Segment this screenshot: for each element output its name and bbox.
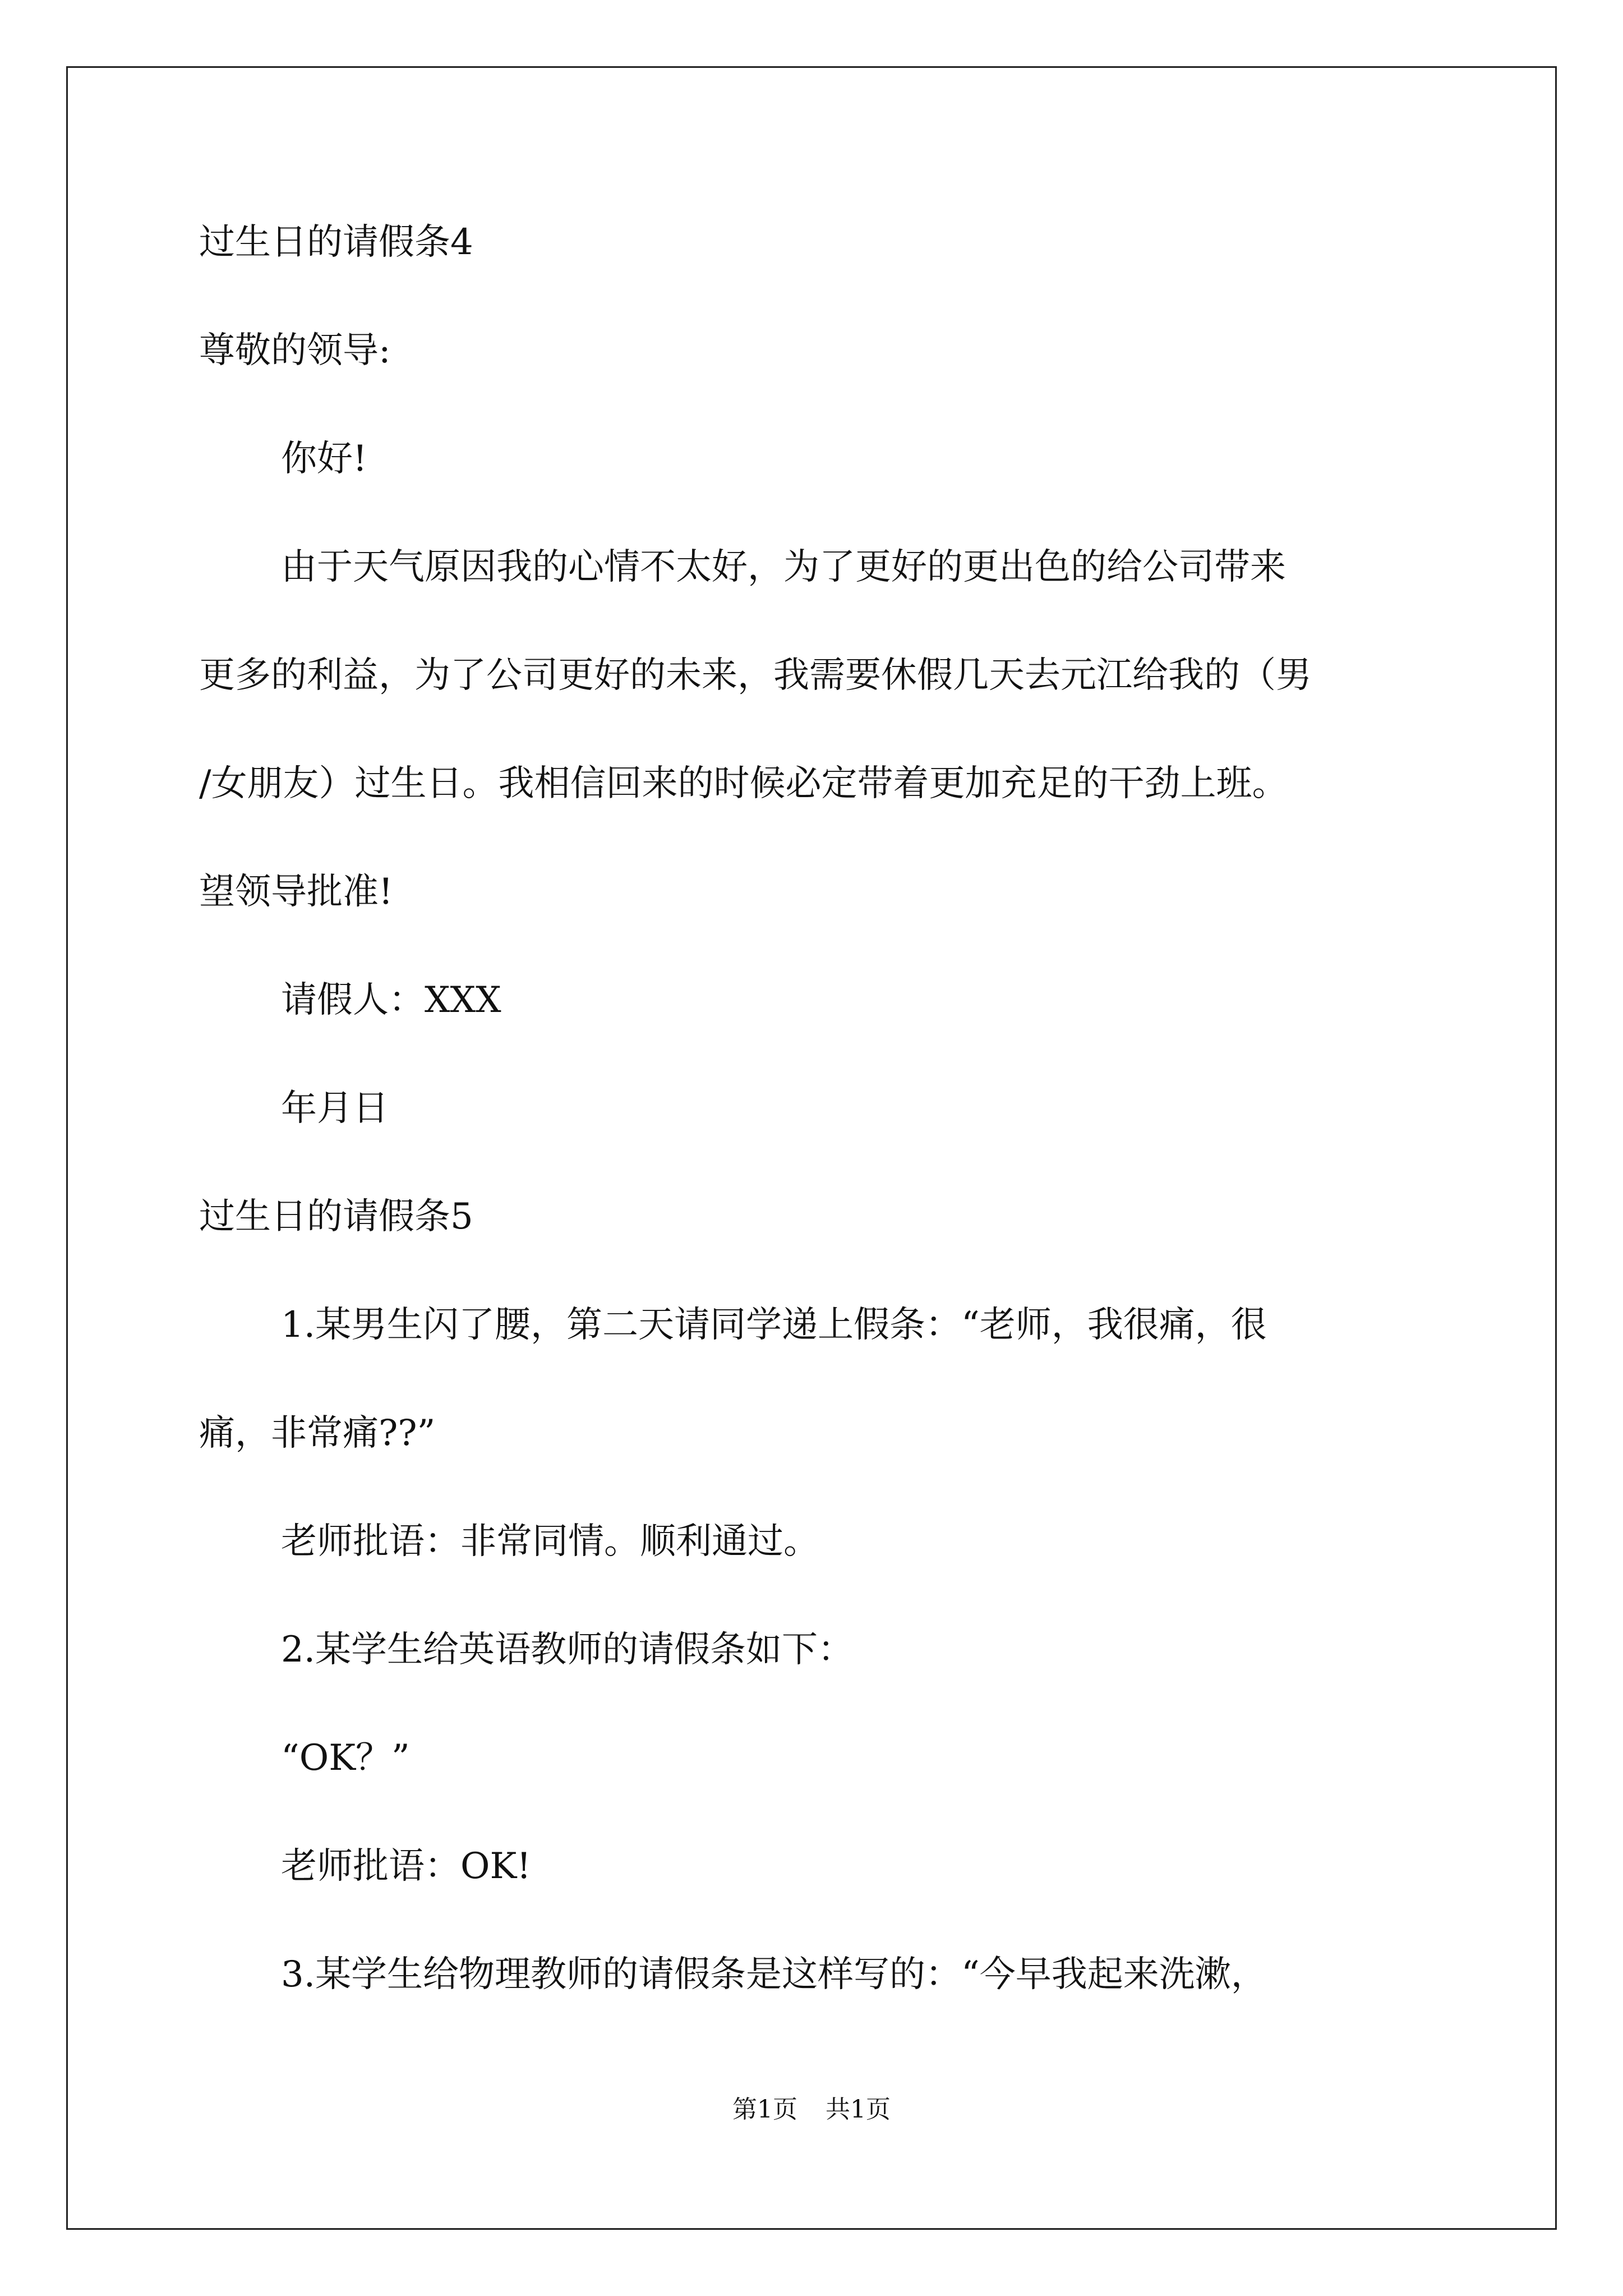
- salutation: 尊敬的领导:: [199, 330, 391, 371]
- paragraph-line: 望领导批准!: [199, 871, 393, 913]
- paragraph-line: /女朋友）过生日。我相信回来的时候必定带着更加充足的干劲上班。: [199, 763, 1288, 804]
- paragraph-line: 更多的利益，为了公司更好的未来，我需要休假几天去元江给我的（男: [199, 655, 1312, 696]
- paragraph-line: 老师批语：非常同情。顺利通过。: [281, 1521, 819, 1562]
- signature-line: 请假人：XXX: [281, 979, 501, 1021]
- page-number-total: 共1页: [826, 2095, 891, 2124]
- section-title-4: 过生日的请假条4: [199, 222, 473, 263]
- page-number-current: 第1页: [732, 2095, 797, 2124]
- page-footer: [0, 2089, 1623, 2125]
- date-line: 年月日: [281, 1088, 389, 1129]
- section-title-5: 过生日的请假条5: [199, 1196, 473, 1237]
- page-border: [66, 66, 1557, 2230]
- paragraph-line: “OK？”: [281, 1737, 410, 1779]
- paragraph-line: 3.某学生给物理教师的请假条是这样写的：“今早我起来洗漱，: [281, 1954, 1267, 1995]
- greeting: 你好!: [281, 438, 367, 480]
- paragraph-line: 痛，非常痛??”: [199, 1412, 436, 1454]
- paragraph-line: 由于天气原因我的心情不太好，为了更好的更出色的给公司带来: [281, 546, 1286, 588]
- paragraph-line: 1.某男生闪了腰，第二天请同学递上假条：“老师，我很痛，很: [281, 1304, 1267, 1346]
- paragraph-line: 老师批语：OK!: [281, 1846, 531, 1887]
- paragraph-line: 2.某学生给英语教师的请假条如下：: [281, 1629, 854, 1671]
